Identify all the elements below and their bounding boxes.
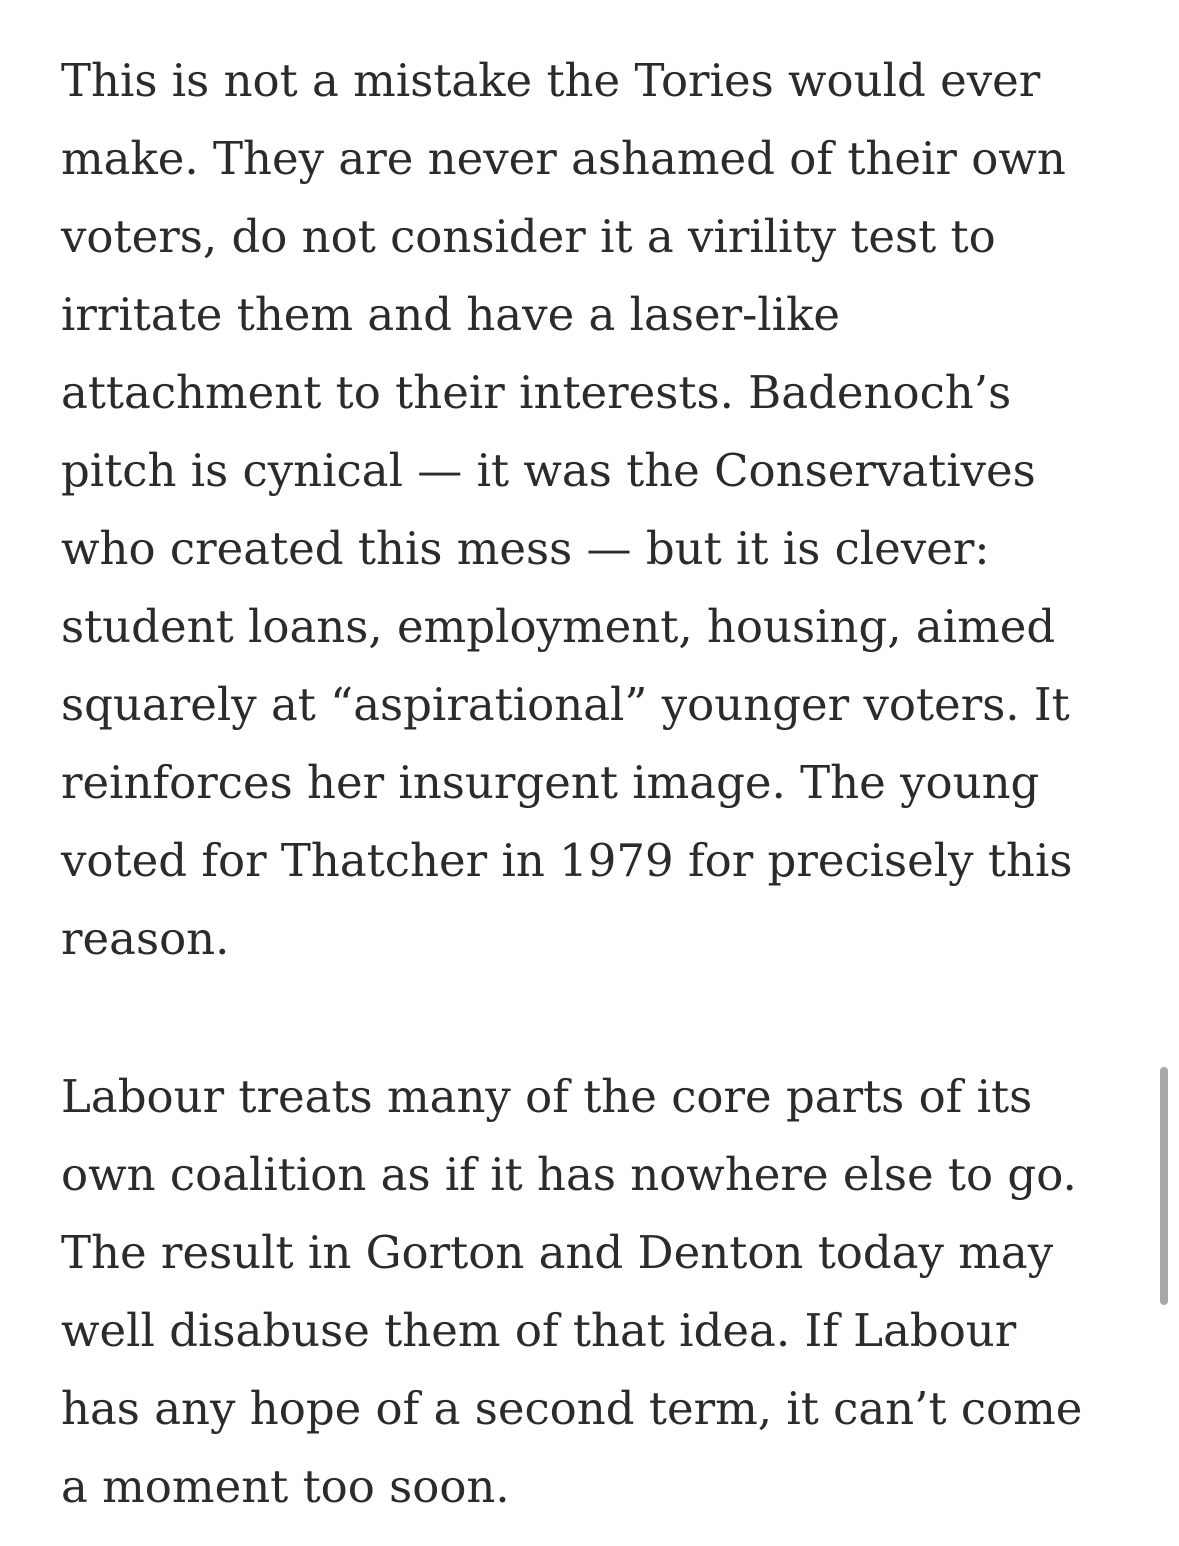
paragraph-line: attachment to their interests. Badenoch’s xyxy=(61,366,1012,419)
vertical-scrollbar[interactable] xyxy=(1160,1067,1168,1305)
paragraph-line: who created this mess — but it is clever: xyxy=(61,522,990,575)
paragraph-line: well disabuse them of that idea. If Labour xyxy=(61,1304,1017,1357)
paragraph-line: voted for Thatcher in 1979 for precisely this xyxy=(61,834,1073,887)
paragraph-line: voters, do not consider it a virility test to xyxy=(61,210,996,263)
paragraph-line: irritate them and have a laser-like xyxy=(61,288,840,341)
article-paragraph-2 xyxy=(61,1058,1141,1526)
paragraph-line: make. They are never ashamed of their own xyxy=(61,132,1066,185)
paragraph-line: pitch is cynical — it was the Conservatives xyxy=(61,444,1036,497)
article-paragraph-1 xyxy=(61,42,1141,978)
paragraph-line: squarely at “aspirational” younger voters. It xyxy=(61,678,1070,731)
paragraph-line: student loans, employment, housing, aimed xyxy=(61,600,1056,653)
article-body xyxy=(61,42,1141,1526)
paragraph-line: a moment too soon. xyxy=(61,1460,510,1513)
paragraph-line: has any hope of a second term, it can’t come xyxy=(61,1382,1083,1435)
paragraph-line: own coalition as if it has nowhere else to go. xyxy=(61,1148,1077,1201)
paragraph-line: Labour treats many of the core parts of its xyxy=(61,1070,1033,1123)
paragraph-line: reinforces her insurgent image. The young xyxy=(61,756,1040,809)
paragraph-line: The result in Gorton and Denton today may xyxy=(61,1226,1054,1279)
paragraph-line: reason. xyxy=(61,912,230,965)
paragraph-line: This is not a mistake the Tories would ever xyxy=(61,54,1041,107)
